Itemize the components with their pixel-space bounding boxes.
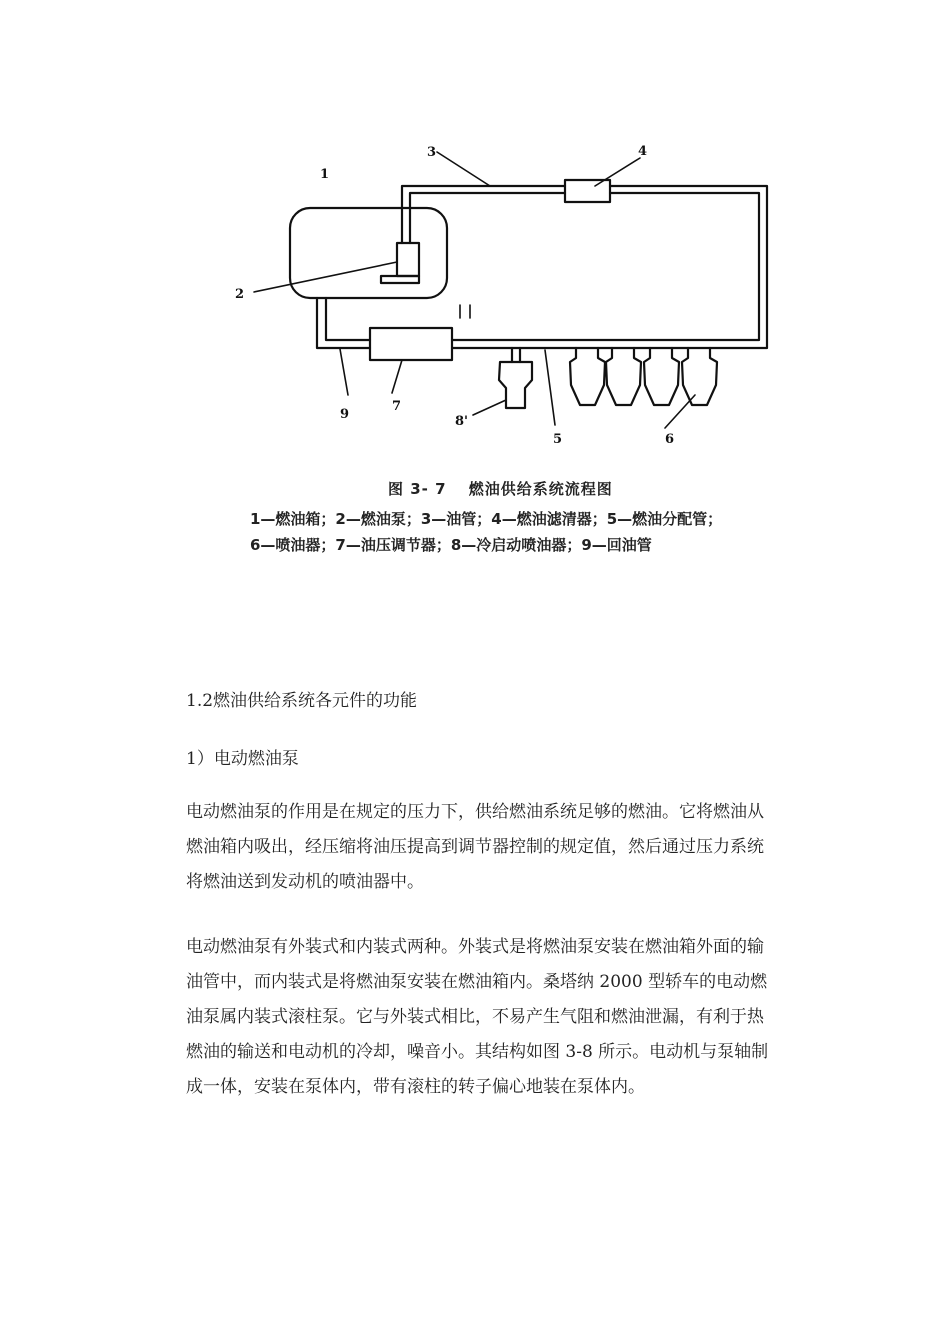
paragraph-2	[186, 930, 776, 1105]
callout-4: 4	[638, 144, 648, 159]
injector-2	[606, 348, 641, 405]
injector-1	[570, 348, 605, 405]
injector-4	[682, 348, 717, 405]
pressure-regulator	[370, 328, 452, 360]
fuel-line-inner	[410, 193, 565, 243]
fuel-pump	[397, 243, 419, 276]
fuel-line-right-outer	[452, 186, 767, 348]
fuel-system-diagram	[0, 0, 950, 470]
section-heading: 1.2燃油供给系统各元件的功能	[186, 691, 418, 711]
subsection-heading: 1）电动燃油泵	[186, 749, 299, 769]
callout-8: 8'	[455, 414, 469, 429]
injector-3	[644, 348, 679, 405]
callout-3: 3	[427, 145, 437, 160]
paragraph-2-text: 电动燃油泵有外装式和内装式两种。外装式是将燃油泵安装在燃油箱外面的输油管中，而内装式是将燃油泵安装在燃油箱内。桑塔纳 2000 型轿车的电动燃油泵属内装式滚柱泵。它与外装式相比，不易产生气阻和燃油泄漏，有利于热燃油的输送和电动机的冷却，噪音小。其结构如图 3-8 所示。电动机与泵轴制成一体，安装在泵体内，带有滚柱的转子偏心地装在泵体内。	[186, 937, 769, 1097]
callout-5: 5	[553, 432, 563, 447]
fuel-line-right-inner	[452, 193, 759, 340]
fuel-system-figure	[0, 0, 950, 600]
caption-title: 图 3- 7 燃油供给系统流程图	[388, 480, 613, 498]
fuel-tank	[290, 208, 447, 298]
callout-2: 2	[235, 287, 245, 302]
paragraph-1	[186, 795, 776, 900]
callout-7: 7	[392, 399, 402, 414]
callout-9: 9	[340, 407, 350, 422]
fuel-line-outer	[402, 186, 565, 243]
fuel-filter	[565, 180, 610, 202]
return-line-inner	[326, 298, 370, 340]
paragraph-1-text: 电动燃油泵的作用是在规定的压力下，供给燃油系统足够的燃油。它将燃油从燃油箱内吸出，经压缩将油压提高到调节器控制的规定值，然后通过压力系统将燃油送到发动机的喷油器中。	[186, 802, 764, 892]
callout-6: 6	[665, 432, 675, 447]
caption-legend-line-1: 1—燃油箱；2—燃油泵；3—油管；4—燃油滤清器；5—燃油分配管；	[250, 510, 723, 528]
callout-1: 1	[320, 167, 330, 182]
caption-legend-line-2: 6—喷油器；7—油压调节器；8—冷启动喷油器；9—回油管	[250, 536, 652, 554]
pump-base	[381, 276, 419, 283]
